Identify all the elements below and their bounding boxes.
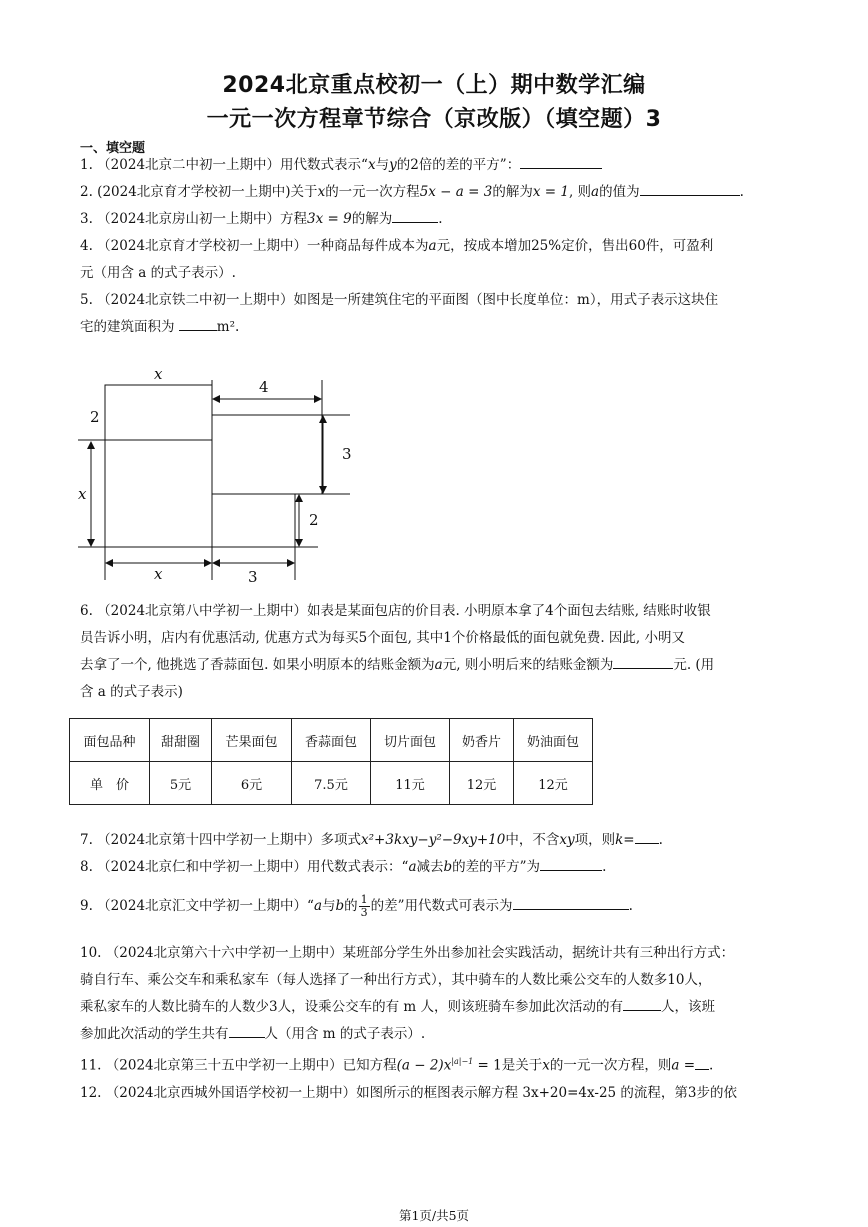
table-cell: 面包品种 [70,719,150,762]
question-4-line1: 4. （2024北京育才学校初一上期中）一种商品每件成本为a元，按成本增加25%定价，售出60件，可盈利 [80,238,714,254]
answer-blank[interactable] [695,1055,709,1070]
question-5-line2: 宅的建筑面积为 m². [80,314,792,341]
price-table [69,718,593,805]
question-10-line2: 骑自行车、乘公交车和乘私家车（每人选择了一种出行方式），其中骑车的人数比乘公交车的人数多10人， [80,972,712,988]
table-cell: 12元 [514,762,593,805]
question-11: 11. （2024北京第三十五中学初一上期中）已知方程$(a - 2)x^{|a|-1} = 1$是关于x的一元一次方程，则a = . [80,1048,792,1080]
questions-block-1 [80,152,792,341]
section-title: 一、填空题 [80,141,146,156]
answer-blank[interactable] [635,829,659,844]
question-2: 2. (2024北京育才学校初一上期中)关于x的一元一次方程5x − a = 3的解为x = 1, 则a的值为 . [80,179,792,206]
figure-label-3-right: 3 [342,445,352,463]
table-cell: 6元 [212,762,292,805]
answer-blank[interactable] [179,316,217,331]
table-cell: 奶油面包 [514,719,593,762]
figure-label-bottom-x: x [154,565,163,583]
answer-blank[interactable] [540,856,602,871]
table-cell: 5元 [150,762,212,805]
question-9: 9. （2024北京汇文中学初一上期中）“a与b的 $\frac{1}{3}$ 的差”用代数式可表示为 . [80,893,633,919]
question-6: 6. （2024北京第八中学初一上期中）如表是某面包店的价目表. 小明原本拿了4个面包去结账, 结账时收银 员告诉小明，店内有优惠活动, 优惠方式为每买5个面包, 其中1个价格最低的面包就免费. 因此, 小明又 去拿了一个, 他挑选了香蒜面包. 如果小明原本的结账金额为a元, 则小明后来的结账金额为 元. (用 含 a 的式子表示) [80,603,715,700]
question-12-line1: 12. （2024北京西城外国语学校初一上期中）如图所示的框图表示解方程 3x+20=4x-25 的流程，第3步的依 [80,1084,737,1101]
questions-block-4 [80,940,792,1107]
table-cell: 芒果面包 [212,719,292,762]
table-cell: 12元 [450,762,514,805]
figure-label-top-x: x [154,365,163,383]
table-cell: 单 价 [70,762,150,805]
answer-blank[interactable] [520,154,602,169]
figure-label-4: 4 [259,378,269,396]
question-10-line4: 参加此次活动的学生共有 人（用含 m 的式子表示）. [80,1021,792,1048]
question-10-line3: 乘私家车的人数比骑车的人数少3人，设乘公交车的有 m 人，则该班骑车参加此次活动的有 人，该班 [80,994,792,1021]
question-1: 1. （2024北京二中初一上期中）用代数式表示“x与y的2倍的差的平方”： [80,152,792,179]
table-cell: 7.5元 [292,762,371,805]
figure-label-2-left: 2 [90,408,100,426]
questions-block-3 [80,827,792,881]
answer-blank[interactable] [229,1023,265,1038]
table-cell: 奶香片 [450,719,514,762]
answer-blank[interactable] [392,208,438,223]
document-title-line1: 2024北京重点校初一（上）期中数学汇编 [222,73,646,98]
table-header-row [70,719,593,762]
question-5-line1: 5. （2024北京铁二中初一上期中）如图是一所建筑住宅的平面图（图中长度单位：m），用式子表示这块住 [80,292,719,308]
table-cell: 11元 [371,762,450,805]
question-3: 3. （2024北京房山初一上期中）方程3x = 9的解为 . [80,206,792,233]
question-8: 8. （2024北京仁和中学初一上期中）用代数式表示：“a减去b的差的平方”为 . [80,854,792,881]
figure-label-x-left: x [78,485,87,503]
table-row [70,762,593,805]
document-title-line2: 一元一次方程章节综合（京改版）（填空题）3 [206,107,662,132]
answer-blank[interactable] [640,181,740,196]
page-footer: 第1页/共5页 [398,1208,470,1223]
figure-label-2-right: 2 [309,511,319,529]
answer-blank[interactable] [623,996,661,1011]
answer-blank[interactable] [513,895,629,910]
question-4-line2: 元（用含 a 的式子表示）. [80,265,236,281]
table-cell: 切片面包 [371,719,450,762]
figure-label-bottom-3: 3 [248,568,258,586]
question-10-line1: 10. （2024北京第六十六中学初一上期中）某班部分学生外出参加社会实践活动，据统计共有三种出行方式： [80,945,735,961]
floor-plan-figure [70,362,370,587]
table-cell: 香蒜面包 [292,719,371,762]
table-cell: 甜甜圈 [150,719,212,762]
question-7: 7. （2024北京第十四中学初一上期中）多项式x²+3kxy−y²−9xy+10中，不含xy项，则k= . [80,827,792,854]
answer-blank[interactable] [613,654,673,669]
fraction-one-third: $\frac{1}{3}$ [360,893,368,919]
